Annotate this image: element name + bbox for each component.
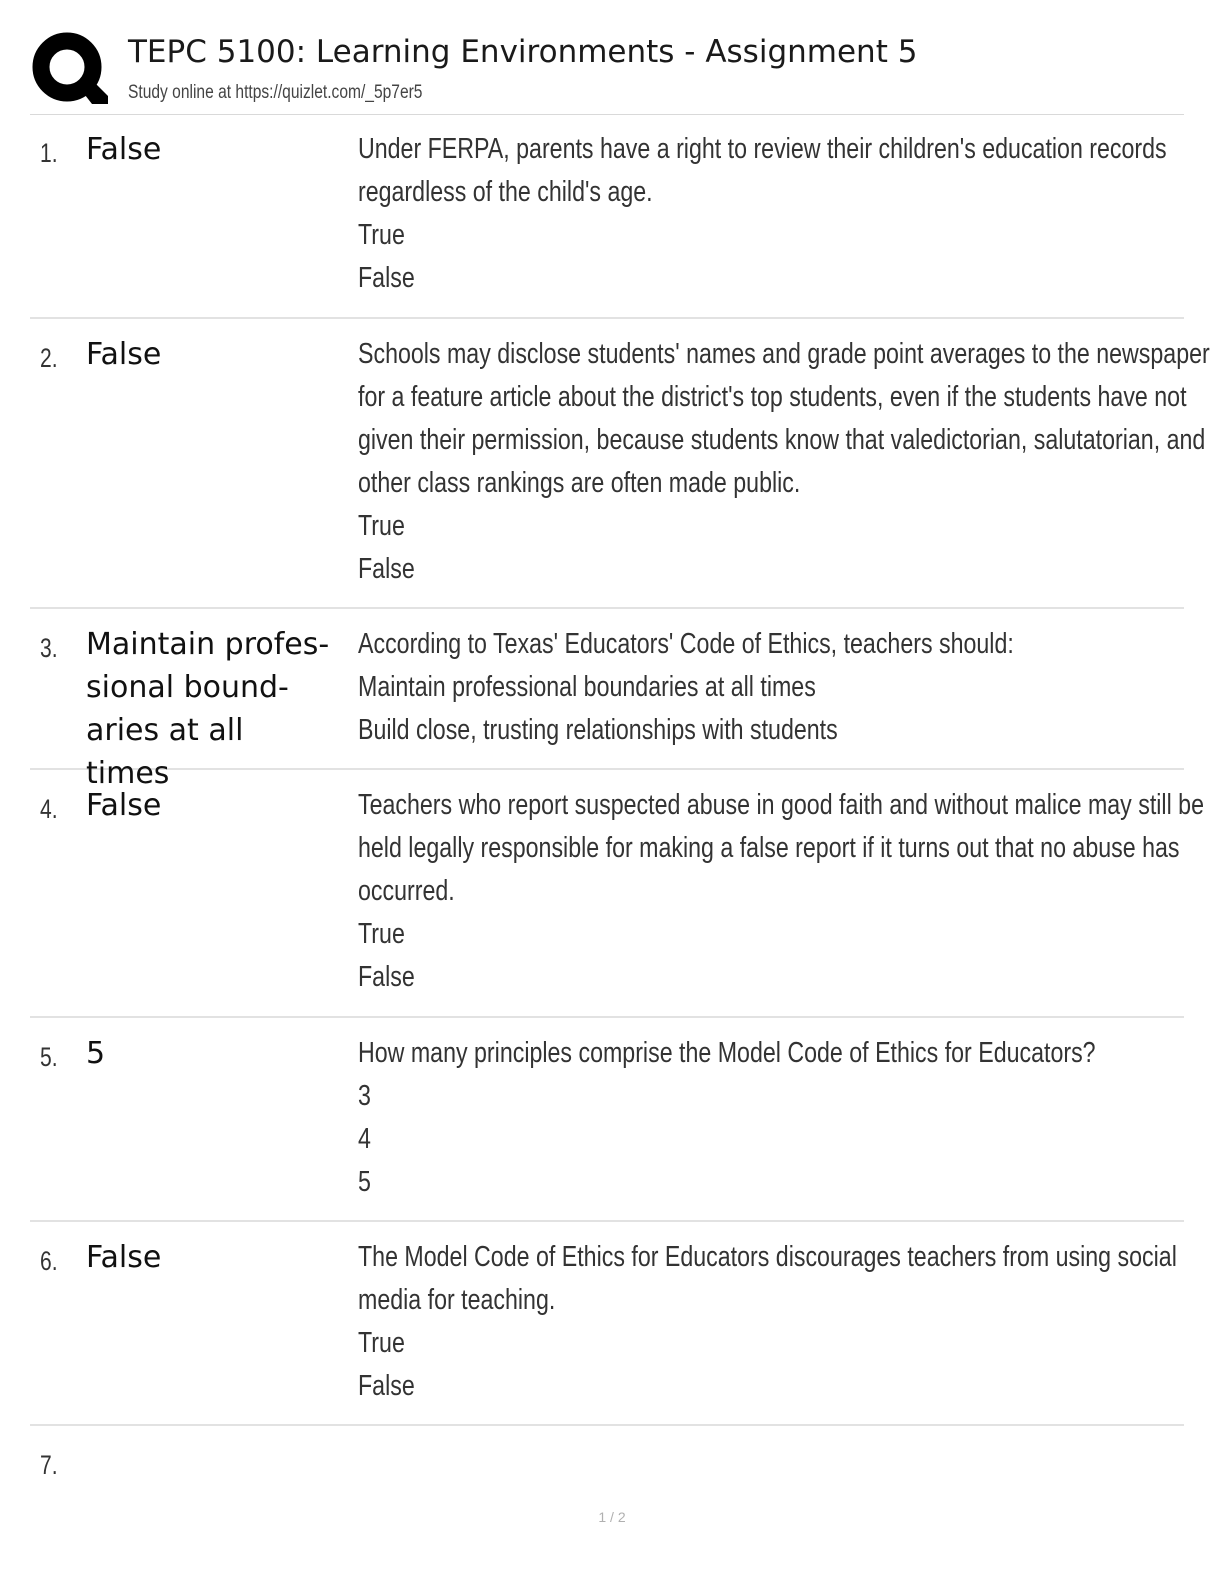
question-line: According to Texas' Educators' Code of Ethics, teachers should: [358, 628, 1014, 660]
option-item: Build close, trusting relationships with students [358, 714, 838, 746]
question-block [358, 784, 1204, 999]
question-block [358, 128, 1166, 300]
answer-line: aries at all times [86, 713, 244, 791]
document-header [30, 28, 1184, 115]
option-item: 4 [358, 1123, 371, 1155]
page-indicator: 1 / 2 [598, 1509, 626, 1525]
item-number: 7. [40, 1450, 58, 1480]
question-line: for a feature article about the district's top students, even if the students have not [358, 381, 1187, 413]
question-line: The Model Code of Ethics for Educators discourages teachers from using social [358, 1241, 1177, 1273]
flashcard-row [30, 609, 1184, 791]
flashcard-row [30, 114, 1184, 319]
item-number: 2. [40, 343, 58, 373]
item-number: 4. [40, 794, 58, 824]
question-block [358, 333, 1210, 591]
question-line: other class rankings are often made public. [358, 467, 801, 499]
answer-term: False [86, 132, 162, 167]
question-line: held legally responsible for making a false report if it turns out that no abuse has [358, 832, 1180, 864]
question-line: Schools may disclose students' names and grade point averages to the newspaper [358, 338, 1210, 370]
option-item: 3 [358, 1080, 371, 1112]
option-item: False [358, 553, 415, 585]
question-line: How many principles comprise the Model Code of Ethics for Educators? [358, 1037, 1096, 1069]
answer-term: 5 [86, 1036, 106, 1071]
flashcard-list [30, 114, 1210, 1496]
item-number: 3. [40, 633, 58, 663]
study-online-link[interactable]: Study online at https://quizlet.com/_5p7er5 [128, 82, 423, 103]
option-item: True [358, 918, 405, 950]
flashcard-row [30, 1018, 1184, 1222]
answer-line: sional bound- [86, 670, 289, 705]
question-line: given their permission, because students know that valedictorian, salutatorian, and [358, 424, 1206, 456]
option-item: False [358, 262, 415, 294]
option-item: True [358, 219, 405, 251]
question-line: media for teaching. [358, 1284, 556, 1316]
item-number: 6. [40, 1246, 58, 1276]
answer-line: Maintain profes- [86, 627, 330, 662]
answer-term: False [86, 337, 162, 372]
option-item: True [358, 1327, 405, 1359]
option-item: True [358, 510, 405, 542]
page-title: TEPC 5100: Learning Environments - Assignment 5 [128, 34, 918, 70]
question-line: Under FERPA, parents have a right to review their children's education records [358, 133, 1167, 165]
question-block [358, 1032, 1166, 1204]
option-item: False [358, 961, 415, 993]
flashcard-row [30, 319, 1210, 609]
question-line: occurred. [358, 875, 455, 907]
item-number: 5. [40, 1042, 58, 1072]
question-block [358, 1236, 1177, 1408]
flashcard-row-partial [30, 1426, 1184, 1496]
option-item: False [358, 1370, 415, 1402]
flashcard-row [30, 1222, 1184, 1426]
question-block [358, 623, 1166, 752]
question-line: regardless of the child's age. [358, 176, 653, 208]
question-line: Teachers who report suspected abuse in good faith and without malice may still be [358, 789, 1204, 821]
answer-term: False [86, 788, 162, 823]
option-item: Maintain professional boundaries at all times [358, 671, 816, 703]
flashcard-row [30, 770, 1204, 1018]
quizlet-logo-icon [30, 30, 110, 110]
answer-term: False [86, 1240, 162, 1275]
option-item: 5 [358, 1166, 371, 1198]
item-number: 1. [40, 138, 58, 168]
